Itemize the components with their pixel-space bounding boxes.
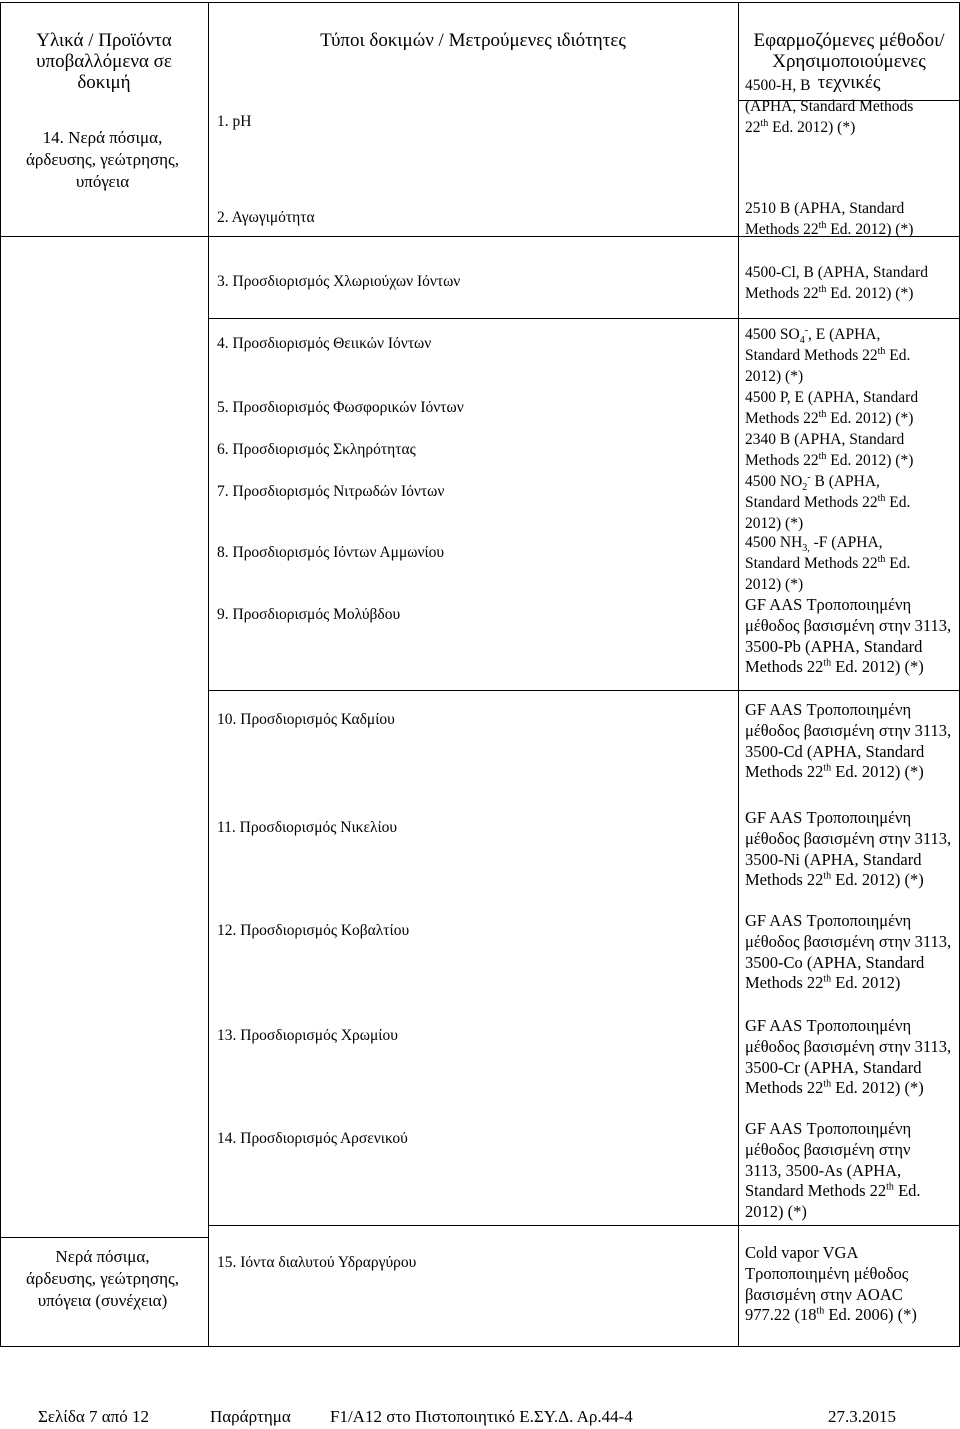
method-cell bbox=[745, 1243, 917, 1326]
method-line bbox=[745, 367, 910, 388]
test-cell: 10. Προσδιορισμός Καδμίου bbox=[217, 711, 395, 728]
method-text: 3500-Cd (APHA, Standard bbox=[745, 741, 925, 761]
method-line bbox=[745, 1016, 951, 1037]
divider-section-a bbox=[208, 318, 960, 319]
subscript: 3, bbox=[802, 543, 810, 555]
method-line bbox=[745, 493, 910, 514]
method-cell bbox=[745, 700, 951, 783]
method-cell bbox=[745, 595, 951, 678]
method-text: Ed. bbox=[885, 554, 911, 572]
method-text: Cold vapor VGA bbox=[745, 1243, 859, 1262]
test-cell: 4. Προσδιορισμός Θειικών Ιόντων bbox=[217, 335, 432, 352]
divider-section-c bbox=[208, 1225, 960, 1226]
method-line bbox=[745, 1078, 951, 1099]
method-line bbox=[745, 388, 918, 409]
footer-annex-label: Παράρτημα bbox=[210, 1407, 291, 1426]
method-line bbox=[745, 263, 928, 284]
method-text: Methods 22 bbox=[745, 762, 824, 782]
method-line bbox=[745, 616, 951, 637]
test-cell: 6. Προσδιορισμός Σκληρότητας bbox=[217, 441, 416, 458]
method-line bbox=[745, 808, 951, 829]
method-text: Ed. 2012) bbox=[831, 973, 901, 993]
method-text: Methods 22 bbox=[745, 973, 824, 993]
method-line bbox=[745, 1181, 921, 1202]
method-line bbox=[745, 973, 951, 994]
header-tests: Τύποι δοκιμών / Μετρούμενες ιδιότητες bbox=[320, 30, 626, 51]
method-text: Standard Methods 22 bbox=[745, 1181, 887, 1201]
superscript: th bbox=[818, 283, 827, 295]
method-line bbox=[745, 721, 951, 742]
method-line bbox=[745, 220, 913, 241]
method-line bbox=[745, 97, 913, 118]
superscript: - bbox=[807, 471, 811, 483]
superscript: th bbox=[823, 762, 832, 774]
superscript: th bbox=[877, 345, 886, 357]
method-line bbox=[745, 870, 951, 891]
method-cell bbox=[745, 76, 913, 138]
header-materials: Υλικά / Προϊόντα υποβαλλόμενα σε δοκιμή bbox=[36, 30, 172, 93]
method-cell bbox=[745, 1016, 951, 1099]
method-line bbox=[745, 1161, 921, 1182]
method-text: 977.22 (18 bbox=[745, 1305, 817, 1325]
superscript: th bbox=[823, 1078, 832, 1090]
method-text: Ed. 2012) (*) bbox=[826, 409, 914, 427]
method-line bbox=[745, 284, 928, 305]
method-line bbox=[745, 514, 910, 535]
method-text: Methods 22 bbox=[745, 409, 819, 427]
method-cell bbox=[745, 263, 928, 305]
method-line bbox=[745, 850, 951, 871]
header-methods: Εφαρμοζόμενες μέθοδοι/ Χρησιμοποιούμενες τεχνικές bbox=[753, 30, 945, 93]
table-bottom-border bbox=[0, 1346, 960, 1347]
method-text: 2012) (*) bbox=[745, 575, 804, 593]
footer-page-number: Σελίδα 7 από 12 bbox=[38, 1407, 150, 1426]
method-line bbox=[745, 911, 951, 932]
test-cell: 3. Προσδιορισμός Χλωριούχων Ιόντων bbox=[217, 273, 461, 290]
superscript: th bbox=[823, 973, 832, 985]
subscript: 4 bbox=[799, 335, 805, 347]
method-text: 2012) (*) bbox=[745, 367, 804, 385]
material-cell-first: 14. Νερά πόσιμα, άρδευσης, γεώτρησης, υπόγεια bbox=[25, 128, 180, 191]
test-cell: 15. Ιόντα διαλυτού Υδραργύρου bbox=[217, 1254, 417, 1271]
method-line bbox=[745, 346, 910, 367]
method-line bbox=[745, 1243, 917, 1264]
method-text: Ed. 2012) (*) bbox=[831, 657, 924, 677]
method-text: 2340 B (APHA, Standard bbox=[745, 431, 905, 448]
method-line bbox=[745, 700, 951, 721]
method-text: Ed. bbox=[885, 346, 911, 364]
superscript: th bbox=[818, 219, 827, 231]
column-divider-2 bbox=[738, 2, 739, 1346]
method-cell bbox=[745, 911, 951, 994]
method-text: Ed. bbox=[893, 1181, 921, 1201]
test-cell: 2. Αγωγιμότητα bbox=[217, 209, 315, 226]
method-line bbox=[745, 472, 910, 493]
method-text: Ed. 2012) (*) bbox=[826, 284, 914, 302]
method-text: μέθοδος βασισμένη στην 3113, bbox=[745, 828, 952, 848]
method-text: μέθοδος βασισμένη στην 3113, bbox=[745, 720, 952, 740]
method-text: 2510 B (APHA, Standard bbox=[745, 200, 905, 217]
method-text: Methods 22 bbox=[745, 870, 824, 890]
method-cell bbox=[745, 199, 913, 241]
test-cell: 11. Προσδιορισμός Νικελίου bbox=[217, 819, 398, 836]
method-line bbox=[745, 409, 918, 430]
method-text: 3500-Cr (APHA, Standard bbox=[745, 1057, 922, 1077]
method-text: GF AAS Τροποποιημένη bbox=[745, 911, 912, 930]
method-text: 3500-Co (APHA, Standard bbox=[745, 952, 925, 972]
method-line bbox=[745, 829, 951, 850]
method-text: Ed. 2012) (*) bbox=[831, 870, 924, 890]
test-cell: 9. Προσδιορισμός Μολύβδου bbox=[217, 606, 401, 623]
superscript: th bbox=[823, 657, 832, 669]
method-text: Standard Methods 22 bbox=[745, 554, 878, 572]
method-line bbox=[745, 118, 913, 139]
method-line bbox=[745, 637, 951, 658]
method-line bbox=[745, 1305, 917, 1326]
method-text: 4500-H, B bbox=[745, 77, 811, 94]
method-text: Standard Methods 22 bbox=[745, 493, 878, 511]
superscript: th bbox=[816, 1305, 825, 1317]
method-line bbox=[745, 1202, 921, 1223]
method-text: 3113, 3500-As (APHA, bbox=[745, 1160, 902, 1180]
method-text: Ed. bbox=[885, 493, 911, 511]
footer-certificate: F1/A12 στο Πιστοποιητικό Ε.ΣΥ.Δ. Αρ.44-4 bbox=[330, 1407, 633, 1426]
method-line bbox=[745, 932, 951, 953]
method-text: 3500-Pb (APHA, Standard bbox=[745, 636, 923, 656]
divider-continued bbox=[0, 1237, 208, 1238]
method-text: GF AAS Τροποποιημένη bbox=[745, 1016, 912, 1035]
footer-date: 27.3.2015 bbox=[828, 1407, 896, 1426]
method-line bbox=[745, 1058, 951, 1079]
method-text: 2012) (*) bbox=[745, 514, 804, 532]
method-text: μέθοδος βασισμένη στην 3113, bbox=[745, 1036, 952, 1056]
method-cell bbox=[745, 1119, 921, 1223]
method-cell bbox=[745, 472, 910, 534]
superscript: th bbox=[760, 117, 769, 129]
method-line bbox=[745, 1037, 951, 1058]
method-line bbox=[745, 657, 951, 678]
method-cell bbox=[745, 430, 913, 472]
method-line bbox=[745, 199, 913, 220]
method-line bbox=[745, 1119, 921, 1140]
method-line bbox=[745, 533, 910, 554]
method-text: -F (APHA, bbox=[809, 534, 883, 551]
method-text: Methods 22 bbox=[745, 284, 819, 302]
method-text: βασισμένη στην AOAC bbox=[745, 1284, 903, 1304]
method-text: 4500 P, E (APHA, Standard bbox=[745, 389, 919, 406]
superscript: th bbox=[823, 870, 832, 882]
method-text: (APHA, Standard Methods bbox=[745, 97, 914, 115]
method-text: B (APHA, bbox=[810, 473, 880, 490]
test-cell: 7. Προσδιορισμός Νιτρωδών Ιόντων bbox=[217, 483, 445, 500]
method-cell bbox=[745, 388, 918, 430]
method-line bbox=[745, 595, 951, 616]
superscript: th bbox=[877, 492, 886, 504]
test-cell: 14. Προσδιορισμός Αρσενικού bbox=[217, 1130, 408, 1147]
method-text: Τροποποιημένη μέθοδος bbox=[745, 1263, 909, 1283]
method-cell bbox=[745, 325, 910, 387]
method-line bbox=[745, 430, 913, 451]
test-cell: 12. Προσδιορισμός Κοβαλτίου bbox=[217, 922, 410, 939]
method-line bbox=[745, 76, 913, 97]
test-cell: 8. Προσδιορισμός Ιόντων Αμμωνίου bbox=[217, 544, 445, 561]
method-text: GF AAS Τροποποιημένη bbox=[745, 808, 912, 827]
method-text: , E (APHA, bbox=[808, 326, 881, 343]
method-text: GF AAS Τροποποιημένη bbox=[745, 1119, 912, 1138]
method-text: GF AAS Τροποποιημένη bbox=[745, 700, 912, 719]
method-line bbox=[745, 742, 951, 763]
superscript: th bbox=[818, 450, 827, 462]
method-line bbox=[745, 451, 913, 472]
table-left-border bbox=[0, 2, 1, 1346]
superscript: th bbox=[877, 553, 886, 565]
method-text: μέθοδος βασισμένη στην 3113, bbox=[745, 615, 952, 635]
table-top-border bbox=[0, 2, 960, 3]
method-text: Methods 22 bbox=[745, 657, 824, 677]
method-text: 2012) (*) bbox=[745, 1202, 807, 1222]
superscript: th bbox=[886, 1181, 894, 1193]
subscript: 2 bbox=[802, 482, 808, 494]
method-text: Ed. 2012) (*) bbox=[826, 220, 914, 238]
test-cell: 5. Προσδιορισμός Φωσφορικών Ιόντων bbox=[217, 399, 464, 416]
method-text: 22 bbox=[745, 118, 761, 136]
method-cell bbox=[745, 533, 910, 595]
method-line bbox=[745, 554, 910, 575]
method-text: Ed. 2012) (*) bbox=[831, 1078, 924, 1098]
divider-section-b bbox=[208, 690, 960, 691]
method-line bbox=[745, 1264, 917, 1285]
material-cell-continued: Νερά πόσιμα, άρδευσης, γεώτρησης, υπόγεια (συνέχεια) bbox=[25, 1247, 180, 1310]
method-text: GF AAS Τροποποιημένη bbox=[745, 595, 912, 614]
method-text: μέθοδος βασισμένη στην bbox=[745, 1139, 911, 1159]
method-text: Standard Methods 22 bbox=[745, 346, 878, 364]
test-cell: 1. pH bbox=[217, 113, 252, 130]
method-text: Ed. 2012) (*) bbox=[831, 762, 924, 782]
method-text: Methods 22 bbox=[745, 220, 819, 238]
method-text: 4500 SO bbox=[745, 326, 800, 343]
method-text: Methods 22 bbox=[745, 451, 819, 469]
method-line bbox=[745, 953, 951, 974]
method-text: Ed. 2012) (*) bbox=[768, 118, 856, 136]
test-cell: 13. Προσδιορισμός Χρωμίου bbox=[217, 1027, 398, 1044]
method-line bbox=[745, 575, 910, 596]
method-line bbox=[745, 762, 951, 783]
method-line bbox=[745, 1285, 917, 1306]
superscript: th bbox=[818, 408, 827, 420]
superscript: - bbox=[804, 324, 809, 336]
method-line bbox=[745, 325, 910, 346]
method-cell bbox=[745, 808, 951, 891]
method-text: 4500 NH bbox=[745, 534, 803, 551]
method-text: 4500-Cl, B (APHA, Standard bbox=[745, 264, 928, 281]
method-text: 4500 NO bbox=[745, 473, 803, 490]
method-text: Methods 22 bbox=[745, 1078, 824, 1098]
method-text: Ed. 2012) (*) bbox=[826, 451, 914, 469]
method-line bbox=[745, 1140, 921, 1161]
method-text: 3500-Ni (APHA, Standard bbox=[745, 849, 922, 869]
column-divider-1 bbox=[208, 2, 209, 1346]
method-text: μέθοδος βασισμένη στην 3113, bbox=[745, 931, 952, 951]
method-text: Ed. 2006) (*) bbox=[824, 1305, 917, 1325]
